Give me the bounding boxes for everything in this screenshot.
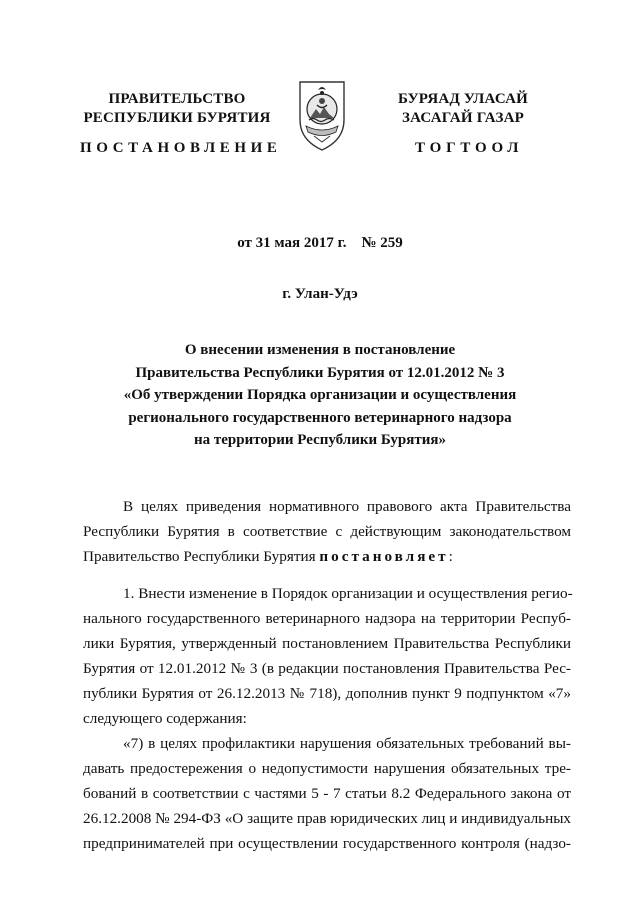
body-line: Бурятия от 12.01.2012 № 3 (в редакции постановления Правительства Рес- [83,660,571,677]
document-city: г. Улан-Удэ [282,286,358,302]
preamble-line-3 [83,544,571,569]
body-line: предпринимателей при осуществлении государственного контроля (надзо- [83,835,571,852]
title-line: Правительства Республики Бурятия от 12.01.2012 № 3 [135,364,505,381]
document-date-number: от 31 мая 2017 г. № 259 [237,235,403,251]
title-line: О внесении изменения в постановление [184,342,456,358]
document-kind-buryat: ТОГТООЛ [415,140,524,156]
body-line: публики Бурятия от 26.12.2013 № 718), дополнив пункт 9 подпунктом «7» [83,685,571,702]
title-line: на территории Республики Бурятия» [193,432,447,448]
preamble-line-1: В целях приведения нормативного правового акта Правительства [123,498,571,515]
issuer-name-russian [82,90,272,128]
body-line: 26.12.2008 № 294-ФЗ «О защите прав юридических лиц и индивидуальных [83,810,571,827]
title-line: «Об утверждении Порядка организации и осуществления [123,387,517,403]
preamble-paragraph [83,494,571,569]
body-line: нального государственного ветеринарного надзора на территории Респуб- [83,610,571,627]
body-line: лики Бурятия, утвержденный постановлением Правительства Республики [83,635,571,652]
issuer-line-2: РЕСПУБЛИКИ БУРЯТИЯ [83,110,271,126]
issuer-buryat-line-1: БУРЯАД УЛАСАЙ [397,91,529,107]
preamble-line-2: Республики Бурятия в соответствие с действующим законодательством [83,523,571,540]
issuer-name-buryat [368,90,558,128]
main-body [83,581,571,856]
issuer-buryat-line-2: ЗАСАГАЙ ГАЗАР [402,110,524,126]
body-line: следующего содержания: [83,710,247,727]
preamble-prefix: Правительство Республики Бурятия [83,548,320,565]
issuer-line-1: ПРАВИТЕЛЬСТВО [108,91,246,107]
document-title [80,339,560,452]
title-line: регионального государственного ветеринарного надзора [128,409,512,426]
resolves-word: постановляет [319,548,449,565]
document-kind-russian: ПОСТАНОВЛЕНИЕ [80,140,282,156]
body-line: бований в соответствии с частями 5 - 7 статьи 8.2 Федерального закона от [83,785,571,802]
preamble-suffix: : [448,548,453,565]
coat-of-arms-icon [296,76,348,154]
body-line: давать предостережения о недопустимости нарушения обязательных тре- [83,760,571,777]
body-line: «7) в целях профилактики нарушения обязательных требований вы- [123,735,571,752]
body-line: 1. Внести изменение в Порядок организации и осуществления регио- [123,585,573,602]
